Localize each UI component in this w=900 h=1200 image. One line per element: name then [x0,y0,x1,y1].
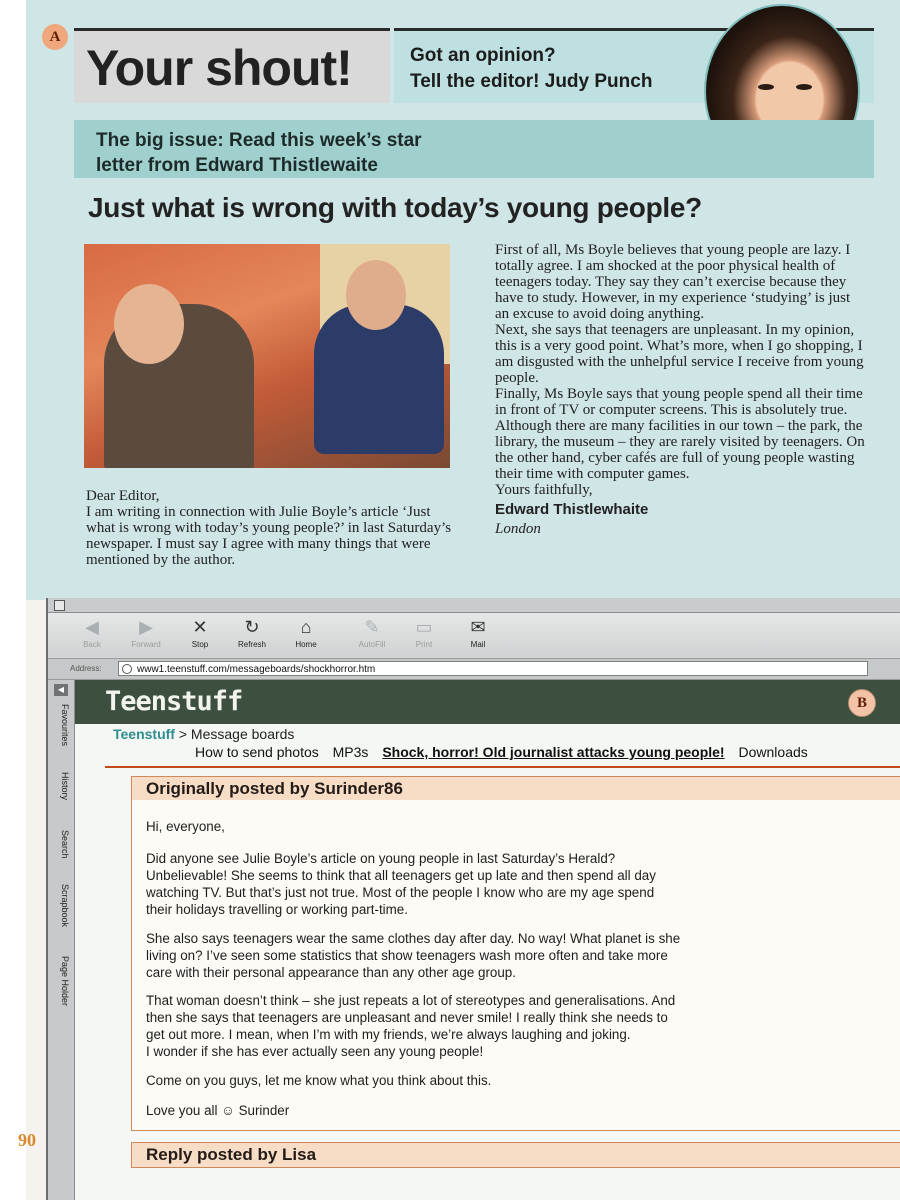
big-issue-text: The big issue: Read this week’s star letter from Edward Thistlewaite [96,130,422,176]
letter-paragraph: Next, she says that teenagers are unpleasant. In my opinion, this is a very good point. What’s more, when I go shopping, I am disgusted with the unhelpful service I receive from young people. [495,322,864,386]
post-paragraph: She also says teenagers wear the same clothes day after day. No way! What planet is she living on? I’ve seen some statistics that show teenagers wash more often and take more care with their personal appearance than any other age group. [146,931,681,980]
tab-history[interactable]: History [60,772,70,801]
browser-window [46,598,900,1200]
browser-toolbar [48,613,900,657]
refresh-icon: ↻ [244,617,260,637]
breadcrumb-current: > Message boards [174,726,295,742]
collapse-arrow-icon[interactable]: ◀ [54,684,68,696]
stop-x-icon: ✕ [192,617,208,637]
tab-favourites[interactable]: Favourites [60,704,70,747]
address-input[interactable]: www1.teenstuff.com/messageboards/shockhorror.htm [118,661,868,676]
home-icon: ⌂ [300,617,312,637]
post-paragraph: Come on you guys, let me know what you think about this. [146,1073,492,1088]
refresh-button[interactable]: ↻ Refresh [224,617,280,655]
letter-closing: Yours faithfully, [495,482,593,498]
address-bar [48,658,900,680]
letter-intro: I am writing in connection with Julie Boyle’s article ‘Just what is wrong with today’s young people?’ in last Saturday’s newspaper. I must say I agree with many things that were mentioned by the author. [86,504,452,568]
photo-boy-right-head [346,260,406,330]
title-box [74,28,390,103]
letter-salutation: Dear Editor, [86,488,160,504]
letter-column-left [86,488,456,568]
section-b-badge: B [848,689,876,717]
site-header [75,680,900,724]
reply-author-heading: Reply posted by Lisa [146,1145,317,1164]
big-issue-box [74,120,874,178]
page-number: 90 [18,1130,36,1150]
web-page [75,680,900,1200]
mail-icon: ✉ [470,617,486,637]
printer-icon: ▭ [415,617,433,637]
letter-paragraph: First of all, Ms Boyle believes that young people are lazy. I totally agree. I am shocked at the poor physical health of teenagers today. They say they can’t exercise because they have to study. However, in my experience ‘studying’ is just an excuse to avoid doing anything. [495,242,851,322]
back-button[interactable]: ◀ Back [64,617,120,655]
mail-button[interactable]: ✉ Mail [450,617,506,655]
letter-signature: Edward Thistlewhaite [495,501,649,518]
page-title: Your shout! [86,40,352,96]
tab-page-holder[interactable]: Page Holder [60,956,70,1007]
autofill-icon: ✎ [364,617,380,637]
window-close-box[interactable] [54,600,65,611]
post-header [131,776,900,802]
nav-downloads[interactable]: Downloads [738,744,808,760]
article-headline: Just what is wrong with today’s young people? [88,192,702,223]
letter-paragraph: Finally, Ms Boyle says that young people spend all their time in front of TV or computer screens. This is absolutely true. Although there are many facilities in our town – the park, the library, the museum – they are rarely visited by teenagers. On the other hand, cyber cafés are full of young people wasting their time with computer games. [495,386,865,482]
section-a-badge: A [42,24,68,50]
letter-city: London [495,521,541,537]
address-label: Address: [70,664,102,673]
print-button[interactable]: ▭ Print [396,617,452,655]
post-paragraph: That woman doesn’t think – she just repeats a lot of stereotypes and generalisations. And then she says that teenagers are unpleasant and never smile! I really think she needs to get out more. I mean, when I’m with my friends, we’re always laughing and joking. I wonder if she has ever actually seen any young people! [146,993,676,1059]
breadcrumb-home-link[interactable]: Teenstuff [113,726,175,742]
tagline: Got an opinion? Tell the editor! Judy Punch [410,45,653,92]
forward-arrow-icon: ▶ [139,617,153,637]
tab-scrapbook[interactable]: Scrapbook [60,884,70,928]
window-titlebar [48,598,900,613]
post-greeting: Hi, everyone, [146,819,225,834]
portrait-eye [796,84,812,90]
reply-header [131,1142,900,1168]
globe-icon [122,664,132,674]
site-nav [195,744,818,760]
home-button[interactable]: ⌂ Home [278,617,334,655]
site-logo[interactable]: Teenstuff [105,686,243,717]
post-author-heading: Originally posted by Surinder86 [146,779,403,798]
breadcrumb [113,726,294,742]
nav-send-photos[interactable]: How to send photos [195,744,319,760]
letter-column-right [495,242,867,537]
nav-divider [105,766,900,768]
page-margin [0,0,26,1200]
stop-button[interactable]: ✕ Stop [172,617,228,655]
nav-mp3s[interactable]: MP3s [332,744,369,760]
post-body [131,800,900,1131]
back-arrow-icon: ◀ [85,617,99,637]
post-paragraph: Did anyone see Julie Boyle’s article on young people in last Saturday’s Herald? Unbelievable! She seems to think that all teenagers get up late and then spend all day watching TV. But that’s just not true. Most of the people I know who are my age spend their holidays travelling or working part-time. [146,851,656,917]
autofill-button[interactable]: ✎ AutoFill [344,617,400,655]
forward-button[interactable]: ▶ Forward [118,617,174,655]
teenagers-photo [84,244,450,468]
photo-boy-left-head [114,284,184,364]
explorer-side-tabs [48,680,75,1200]
post-signoff: Love you all ☺ Surinder [146,1103,290,1118]
tab-search[interactable]: Search [60,830,70,859]
nav-shock-horror[interactable]: Shock, horror! Old journalist attacks young people! [382,744,725,760]
portrait-eye [758,84,774,90]
